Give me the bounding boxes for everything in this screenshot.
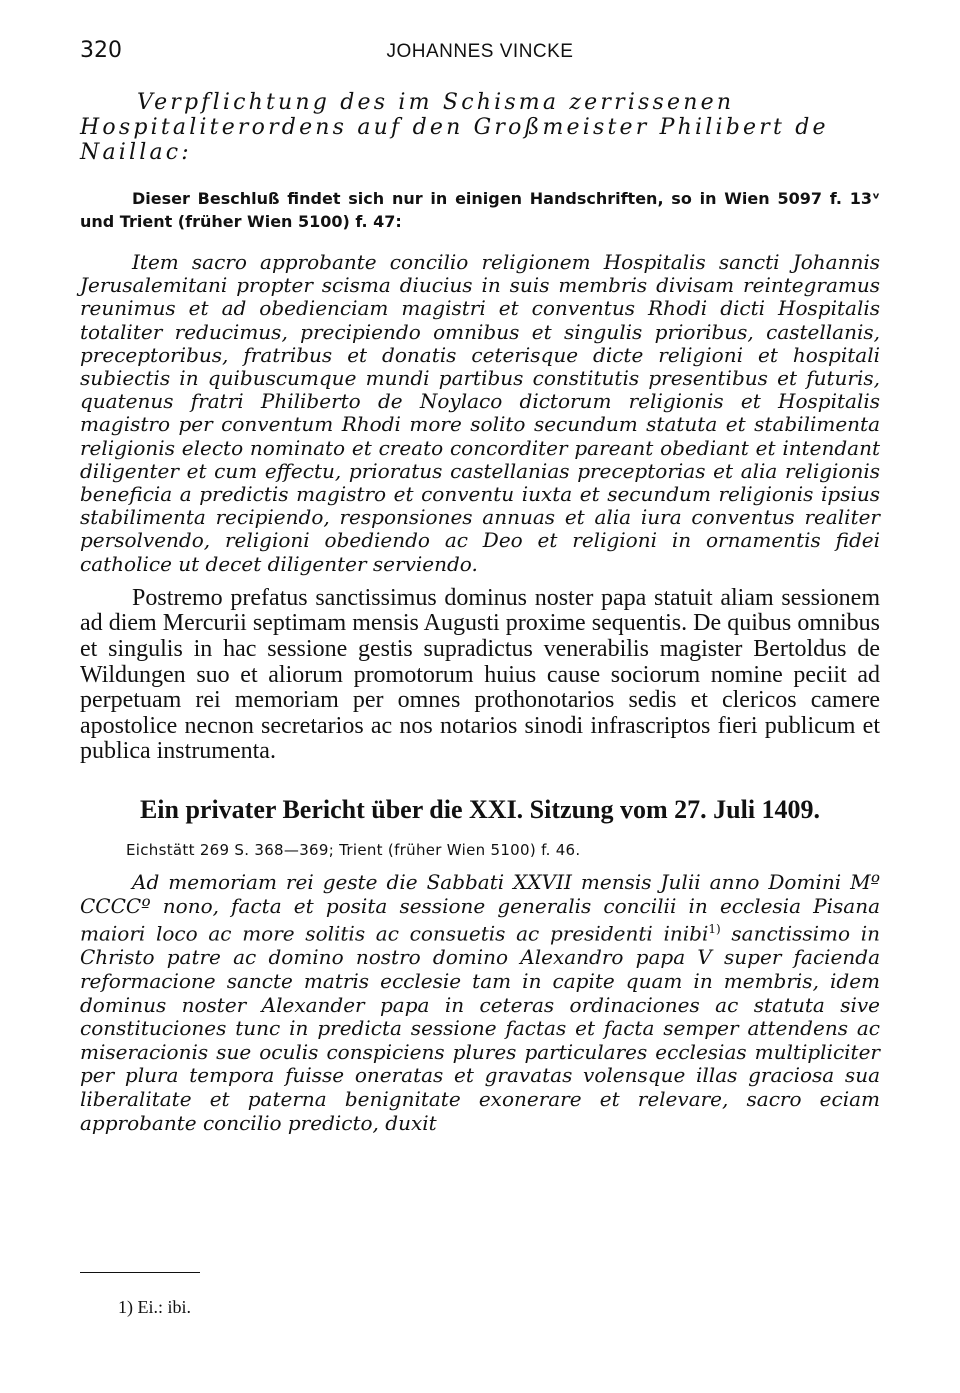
section-text-part-1: Ad memoriam rei geste die Sabbati XXVII mensis Julii anno Domini Mº CCCCº nono, facta et posita sessione generalis concilii in ecclesia Pisana maiori loco ac more solitis ac consuetis ac presidenti inibi	[80, 870, 880, 946]
running-head: JOHANNES VINCKE	[386, 41, 574, 62]
decree-source-note: Dieser Beschluß findet sich nur in einigen Handschriften, so in Wien 5097 f. 13ᵛ und Trient (früher Wien 5100) f. 47:	[80, 189, 880, 231]
decree-heading	[80, 90, 880, 165]
decree-text: Item sacro approbante concilio religionem Hospitalis sancti Johannis Jerusalemitani propter scisma diucius in suis membris divisam reintegramus reunimus et ad obedienciam magistri et conventus Rhodi dicti Hospitalis totaliter reducimus, precipiendo omnibus et singulis prioribus, castellanis, preceptoribus, fratribus et donatis ceterisque dicte religioni et hospitali subiectis in quibuscumque mundi partibus constitutis presentibus et futuris, quatenus fratri Philiberto de Noylaco dictorum religionis et Hospitalis magistro per conventum Rhodi more solito secundum statuta et stabilimenta religionis electo nominato et creato concorditer pareant obediant et intendant diligenter et cum effectu, prioratus castellanias preceptorias et alia religionis beneficia a predictis magistro et conventu iuxta et secundum religionis ipsius stabilimenta recipiendo, responsiones annuas et alia iura conventus realiter persolvendo, religioni obediendo ac Deo et religioni in ornamentis fidei catholice ut decet diligenter serviendo.	[80, 250, 880, 576]
footnote-rule	[80, 1272, 200, 1273]
section-text	[80, 871, 880, 1135]
closing-paragraph: Postremo prefatus sanctissimus dominus noster papa statuit aliam sessionem ad diem Mercurii septimam mensis Augusti proxime sequentis. De quibus omnibus et singulis in hac sessione gestis supradictus venerabilis magister Bertoldus de Wildungen suo et aliorum promotorum huius cause sociorum nomine peciit ad perpetuam rei memoriam per omnes prothonotarios sedis et clericos camere apostolice necnon secretarios ac nos notarios sinodi infrascriptos fieri publicum et publica instrumenta.	[80, 584, 880, 765]
decree-heading-rest: Hospitaliterordens auf den Großmeister Philibert de Naillac:	[80, 115, 829, 165]
section-title: Ein privater Bericht über die XXI. Sitzung vom 27. Juli 1409.	[139, 795, 821, 824]
page-number: 320	[80, 38, 122, 63]
page-body	[80, 90, 880, 1135]
decree-heading-lead: Verpflichtung des im Schisma zerrissenen	[137, 90, 735, 115]
footnote-marker: 1)	[708, 922, 721, 937]
section-text-part-2: sanctissimo in Christo patre ac domino nostro domino Alexandro papa V super facienda reformacione sancte matris ecclesie tam in capite quam in membris, idem dominus noster Alexander papa in ceteras ordinaciones ac statuta sive constituciones tunc in predicta sessione factas et facta semper attendens ac miseracionis sue oculis conspiciens plures particulares ecclesias multipliciter per plura tempora fuisse oneratas et gravatas volensque illas graciosa sua liberalitate et paterna benignitate exonerare et relevare, sacro eciam approbante concilio predicto, duxit	[80, 921, 881, 1135]
page-header	[80, 38, 880, 72]
footnote: 1) Ei.: ibi.	[118, 1297, 191, 1317]
section-source: Eichstätt 269 S. 368—369; Trient (früher Wien 5100) f. 46.	[126, 841, 581, 859]
